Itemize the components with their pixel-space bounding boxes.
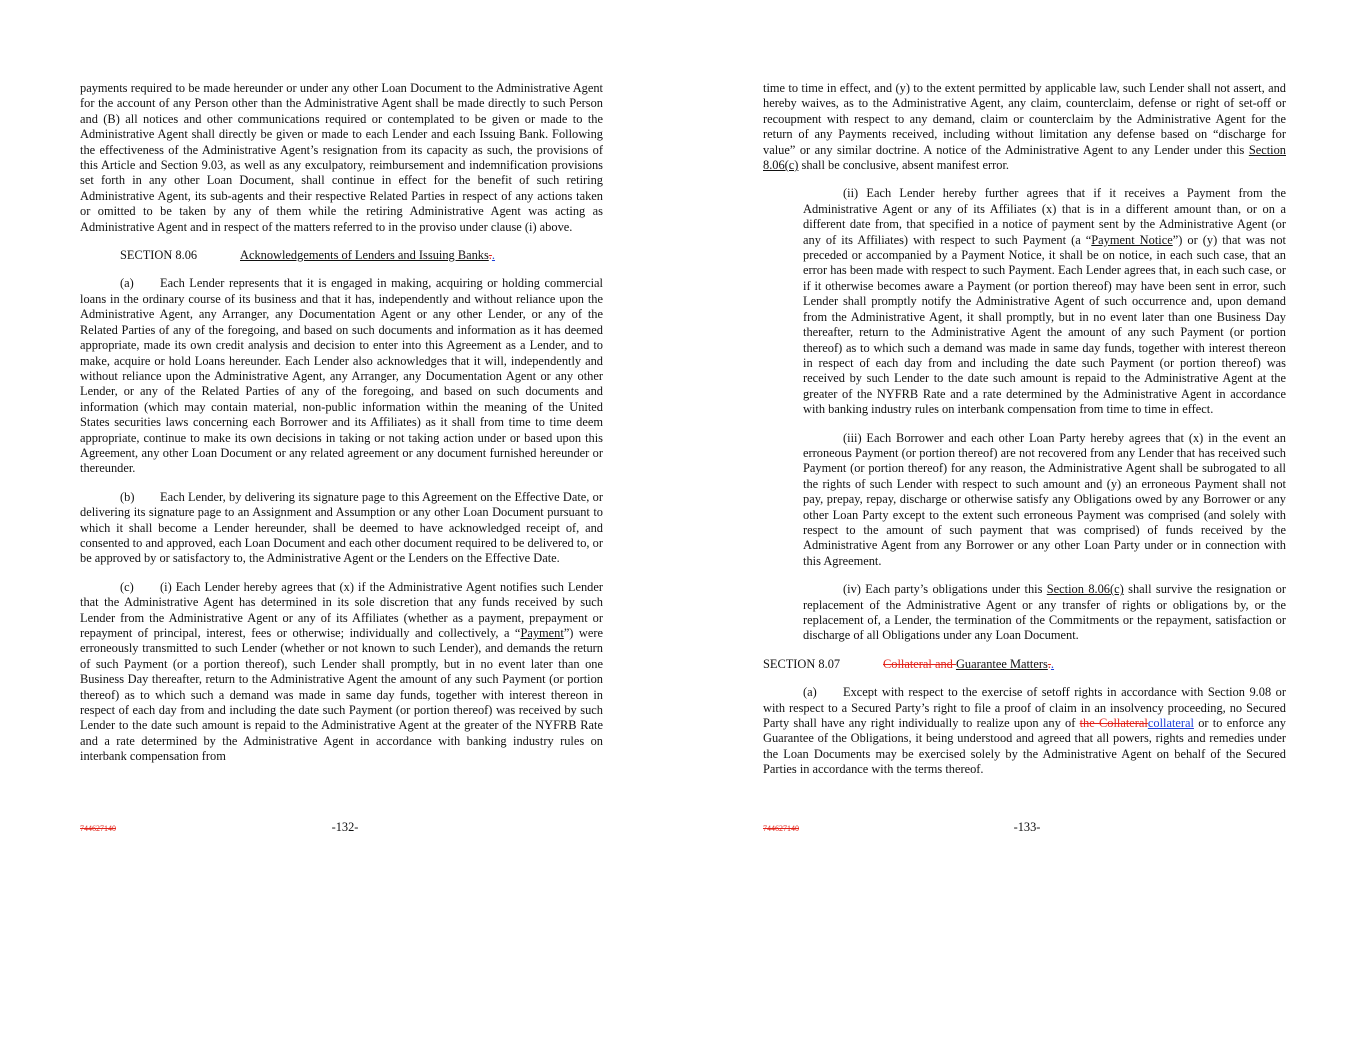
paragraph-text: (i) Each Lender hereby agrees that (x) if the Administrative Agent notifies such Lender that the Administrative Agent has determined in its sole discretion that any funds received by such Lender from the Administrative Agent or any of its Affiliates (whether as a payment, prepayment or repayment of principal, interest, fees or otherwise; individually and collectively, a “ xyxy=(80,579,603,640)
document-id: 744627140 xyxy=(763,824,799,833)
paragraph-c-iv xyxy=(803,582,1286,644)
inserted-text: . xyxy=(1050,656,1055,671)
paragraph-c xyxy=(80,580,603,765)
paragraph-label: (b) xyxy=(120,489,135,504)
section-heading-8-06 xyxy=(80,248,603,263)
paragraph-text: ”) were erroneously transmitted to such Lender (whether or not known to such Lender), and demands the return of such Payment (or a portion thereof), such Lender shall promptly, but in no event later than one Business Day thereafter, return to the Administrative Agent the amount of any such Payment (or portion thereof) as to which such a demand was made in same day funds, together with interest thereon in respect of each day from and including the date such Payment (or portion thereof) was received by such Lender to the date such amount is repaid to the Administrative Agent at the greater of the NYFRB Rate and a rate determined by the Administrative Agent in accordance with banking industry rules on interbank compensation from xyxy=(80,626,603,764)
paragraph-text: ”) or (y) that was not preceded or accompanied by a Payment Notice, it shall be on notice, in each such case, that an error has been made with respect to such Payment. Each Lender agrees that, in each such case, or if it otherwise becomes aware a Payment (or portion thereof) may have been sent in error, such Lender shall promptly notify the Administrative Agent of such occurrence and, upon demand from the Administrative Agent, it shall promptly, but in no event later than one Business Day thereafter, return to the Administrative Agent the amount of any such Payment (or portion thereof) as to which such a demand was made in same day funds, together with interest thereon in respect of each day from and including the date such Payment (or portion thereof) was received by such Lender to the date such amount is repaid to the Administrative Agent at the greater of the NYFRB Rate and a rate determined by the Administrative Agent in accordance with banking industry rules on interbank compensation from time to time in effect. xyxy=(803,232,1286,417)
carryover-paragraph xyxy=(763,81,1286,173)
paragraph-text: (iv) Each party’s obligations under this xyxy=(843,582,1047,597)
paragraph-text: shall survive the resignation or replacement of the Administrative Agent or any transfer of rights or obligations by, or the replacement of, a Lender, the termination of the Commitments or the repayment, satisfaction or discharge of all Obligations under any Loan Document. xyxy=(803,582,1287,643)
section-number: SECTION 8.07 xyxy=(763,656,841,671)
page-body xyxy=(80,81,603,778)
paragraph-c-iii: (iii) Each Borrower and each other Loan Party hereby agrees that (x) in the event an erroneous Payment (or portion thereof) are not recovered from any Lender that has received such Payment (or portion thereof) for any reason, the Administrative Agent shall be subrogated to all the rights of such Lender with respect to such amount and (y) an erroneous Payment shall not pay, prepay, repay, discharge or otherwise satisfy any Obligations owed by any Borrower or any other Loan Party except to the extent such erroneous Payment was comprised (and solely with respect to the amount of such payment that was comprised) of funds received by the Administrative Agent from any Borrower or any other Loan Party under or in connection with this Agreement. xyxy=(803,430,1286,568)
deleted-text: . xyxy=(1047,656,1051,671)
section-heading-8-07 xyxy=(763,657,1286,672)
paragraph-text: (ii) Each Lender hereby further agrees that if it receives a Payment from the Administrative Agent or any of its Affiliates (x) that is in a different amount than, or on a different date from, that specified in a notice of payment sent by the Administrative Agent (or any of its Affiliates) with respect to such Payment (a “ xyxy=(803,186,1286,247)
paragraph-b xyxy=(80,490,603,567)
paragraph-text: Each Lender, by delivering its signature page to this Agreement on the Effective Date, or delivering its signature page to an Assignment and Assumption or any other Loan Document pursuant to which it shall become a Lender hereunder, shall be deemed to have acknowledged receipt of, and consented to and approved, each Loan Document and each other document required to be delivered to, or be approved by or satisfactory to, the Administrative Agent or the Lenders on the Effective Date. xyxy=(80,489,603,566)
page-number: -133- xyxy=(1013,820,1041,834)
inserted-text: . xyxy=(491,248,496,263)
paragraph-label: (a) xyxy=(803,685,817,700)
paragraph-text: Except with respect to the exercise of setoff rights in accordance with Section 9.08 or with respect to a Secured Party’s right to file a proof of claim in an insolvency proceeding, no Secured Party shall have any right individually to realize upon any of xyxy=(763,685,1286,731)
defined-term: Payment Notice xyxy=(1091,232,1173,247)
paragraph-text: or to enforce any Guarantee of the Obligations, it being understood and agreed that all powers, rights and remedies under the Loan Documents may be exercised solely by the Administrative Agent on behalf of the Secured Parties in accordance with the terms thereof. xyxy=(763,716,1286,777)
paragraph-a xyxy=(80,276,603,476)
cross-reference: Section 8.06(c) xyxy=(763,142,1286,173)
page-132 xyxy=(0,0,682,1055)
section-number: SECTION 8.06 xyxy=(120,248,198,263)
section-title: Acknowledgements of Lenders and Issuing Banks xyxy=(240,248,489,263)
deleted-text: the Collateral xyxy=(1079,716,1148,731)
paragraph-c-ii xyxy=(803,186,1286,417)
paragraph-label: (c) xyxy=(120,579,134,594)
paragraph-label: (a) xyxy=(120,276,134,291)
page-body xyxy=(763,81,1286,791)
section-title: Guarantee Matters xyxy=(955,656,1048,671)
defined-term: Payment xyxy=(520,626,564,640)
carryover-paragraph: payments required to be made hereunder or under any other Loan Document to the Administrative Agent for the account of any Person other than the Administrative Agent shall be made directly to such Person and (B) all notices and other communications required or contemplated to be given or made to the Administrative Agent shall directly be given or made to each Lender and each Issuing Bank. Following the effectiveness of the Administrative Agent’s resignation from its capacity as such, the provisions of this Article and Section 9.03, as well as any exculpatory, reimbursement and indemnification provisions set forth in any other Loan Document, shall continue in effect for the benefit of such retiring Administrative Agent, its sub-agents and their respective Related Parties in respect of any actions taken or omitted to be taken by any of them while the retiring Administrative Agent was acting as Administrative Agent and in respect of the matters referred to in the proviso under clause (i) above. xyxy=(80,81,603,234)
page-number: -132- xyxy=(331,820,359,834)
page-133 xyxy=(682,0,1365,1055)
paragraph-text: Each Lender represents that it is engaged in making, acquiring or holding commercial loans in the ordinary course of its business and that it has, independently and without reliance upon the Administrative Agent, any Arranger, any Documentation Agent or any other Lender, or any of the Related Parties of any of the foregoing, and based on such documents and information as it has deemed appropriate, made its own credit analysis and decision to enter into this Agreement as a Lender, and to make, acquire or hold Loans hereunder. Each Lender also acknowledges that it will, independently and without reliance upon the Administrative Agent, any Arranger, any Documentation Agent or any other Lender, or any of the Related Parties of any of the foregoing, and based on such documents and information (which may contain material, non-public information within the meaning of the United States securities laws concerning each Borrower and its Affiliates) as it shall from time to time deem appropriate, continue to make its own decisions in taking or not taking action under or based upon this Agreement, any other Loan Document or any related agreement or any document furnished hereunder or thereunder. xyxy=(80,276,603,476)
deleted-text: Collateral and xyxy=(883,656,956,671)
cross-reference: Section 8.06(c) xyxy=(1046,582,1124,597)
paragraph-a xyxy=(763,685,1286,777)
document-id: 744627140 xyxy=(80,824,116,833)
paragraph-text: shall be conclusive, absent manifest error. xyxy=(798,158,1010,173)
inserted-text: collateral xyxy=(1147,716,1194,731)
deleted-text: . xyxy=(488,248,492,263)
paragraph-text: time to time in effect, and (y) to the extent permitted by applicable law, such Lender shall not assert, and hereby waives, as to the Administrative Agent, any claim, counterclaim, defense or right of set-off or recoupment with respect to any demand, claim or counterclaim by the Administrative Agent for the return of any Payments received, including without limitation any defense based on “discharge for value” or any similar doctrine. A notice of the Administrative Agent to any Lender under this xyxy=(763,81,1286,157)
